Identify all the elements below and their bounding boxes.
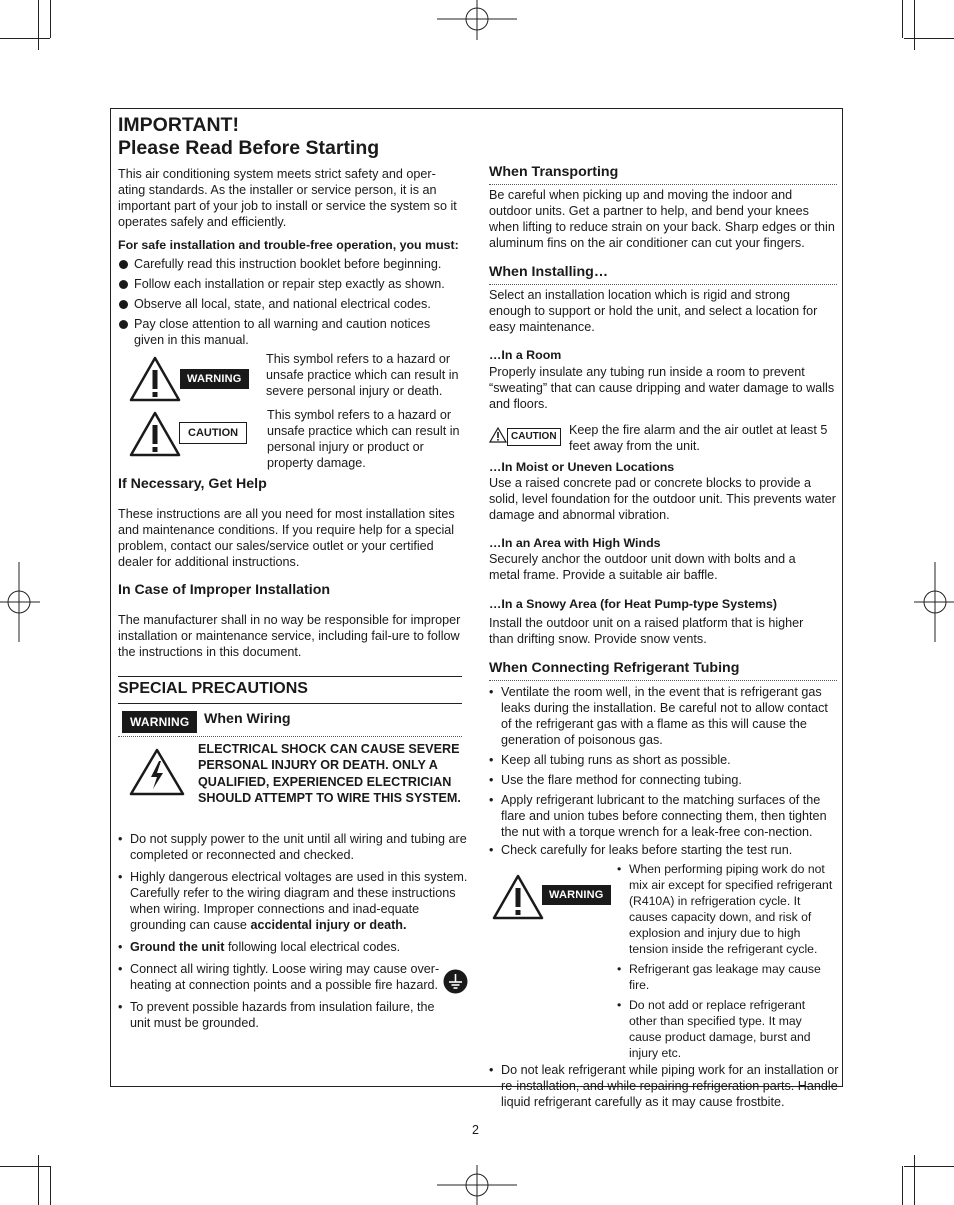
help-heading: If Necessary, Get Help <box>118 476 267 492</box>
intro-paragraph: This air conditioning system meets strict safety and oper-ating standards. As the installer or service person, it is an important part of your job to install or service the system so it operates safely and efficiently. <box>118 167 457 229</box>
divider <box>118 703 462 704</box>
snow-text: Install the outdoor unit on a raised platform that is higher than drifting snow. Provide snow vents. <box>489 615 804 646</box>
wind-text: Securely anchor the outdoor unit down with bolts and a metal frame. Provide a suitable air baffle. <box>489 552 796 583</box>
list-item: Carefully read this instruction booklet before beginning. <box>118 256 453 272</box>
crop-mark <box>0 38 50 39</box>
list-item: • Apply refrigerant lubricant to the matching surfaces of the flare and union tubes before connecting them, then tighten the nut with a torque wrench for a leak-free con-nection. <box>489 792 827 839</box>
list-item: • Ventilate the room well, in the event that is refrigerant gas leaks during the installation. Be careful not to allow contact of the refrigerant gas with a flame as this will cause the generation of poisonous gas. <box>489 684 828 747</box>
list-item: Follow each installation or repair step exactly as shown. <box>118 276 453 292</box>
dotted-divider <box>489 284 837 285</box>
tubing-warning-list <box>617 861 839 1061</box>
registration-mark-left <box>0 562 40 642</box>
crop-mark <box>38 1155 39 1205</box>
list-item: Pay close attention to all warning and caution notices given in this manual. <box>118 316 453 348</box>
list-item: • Do not leak refrigerant while piping work for an installation or re-installation, and while repairing refrigeration parts. Handle liquid refrigerant carefully as it may cause frostbite. <box>489 1062 839 1109</box>
crop-mark <box>0 1166 50 1167</box>
list-item: • Do not add or replace refrigerant other than specified type. It may cause product damage, burst and injury etc. <box>617 997 811 1060</box>
caution-triangle-icon <box>128 410 182 458</box>
crop-mark <box>50 0 51 38</box>
shock-warning-block <box>118 741 468 829</box>
list-item: • Keep all tubing runs as short as possible. <box>489 752 731 767</box>
list-item: • Refrigerant gas leakage may cause fire. <box>617 961 821 992</box>
left-column <box>118 112 468 1031</box>
caution-symbol-block <box>118 407 468 477</box>
snow-heading: …In a Snowy Area (for Heat Pump-type Systems) <box>489 596 778 611</box>
page-number: 2 <box>472 1123 479 1137</box>
registration-mark-top <box>437 0 517 40</box>
crop-mark <box>38 0 39 50</box>
moist-heading: …In Moist or Uneven Locations <box>489 459 675 474</box>
caution-symbol-text: This symbol refers to a hazard or unsafe practice which can result in personal injury or product or property damage. <box>267 408 460 470</box>
wind-heading: …In an Area with High Winds <box>489 536 661 551</box>
crop-mark <box>902 0 903 38</box>
improper-text: The manufacturer shall in no way be responsible for improper installation or maintenance service, including fail-ure to follow the instructions in this document. <box>118 612 461 659</box>
room-text: Properly insulate any tubing run inside a room to prevent “sweating” that can cause dripping and water damage to walls and floors. <box>489 365 835 412</box>
list-item: • Highly dangerous electrical voltages are used in this system. Carefully refer to the wiring diagram and these instructions when wiring. Improper connections and inad-equate grounding can cause accidental injury or death. <box>118 869 468 932</box>
crop-mark <box>902 1166 903 1205</box>
list-item: • Do not supply power to the unit until all wiring and tubing are completed or reconnected and checked. <box>118 831 467 862</box>
ground-icon <box>443 969 468 994</box>
special-heading: SPECIAL PRECAUTIONS <box>118 679 308 697</box>
caution-triangle-icon <box>489 427 507 443</box>
warning-badge: WARNING <box>180 369 249 389</box>
electric-shock-icon <box>128 747 186 797</box>
registration-mark-right <box>914 562 954 642</box>
right-column <box>489 164 837 1110</box>
registration-mark-bottom <box>437 1165 517 1205</box>
installing-heading: When Installing… <box>489 263 609 280</box>
crop-mark <box>904 1166 954 1167</box>
warning-symbol-block <box>118 351 468 407</box>
improper-heading: In Case of Improper Installation <box>118 582 331 599</box>
list-item: Observe all local, state, and national electrical codes. <box>118 296 453 312</box>
dotted-divider <box>489 184 837 185</box>
list-item: • Check carefully for leaks before starting the test run. <box>489 842 793 857</box>
wiring-heading: When Wiring <box>204 710 291 727</box>
list-item: • Ground the unit following local electrical codes. <box>118 939 401 954</box>
warning-triangle-icon <box>128 355 182 403</box>
wiring-heading-row <box>118 711 468 731</box>
room-caution-block <box>489 422 837 459</box>
tubing-warning-block <box>489 861 837 1063</box>
wiring-list <box>118 831 468 1031</box>
shock-warning-text: ELECTRICAL SHOCK CAN CAUSE SEVERE PERSONAL INJURY OR DEATH. ONLY A QUALIFIED, EXPERIENCED ELECTRICIAN SHOULD ATTEMPT TO WIRE THIS SYSTEM. <box>198 741 461 806</box>
tubing-heading: When Connecting Refrigerant Tubing <box>489 659 740 676</box>
list-item: • To prevent possible hazards from insulation failure, the unit must be grounded. <box>118 999 435 1030</box>
warning-badge: WARNING <box>542 885 611 905</box>
divider <box>118 676 462 677</box>
must-lead: For safe installation and trouble-free operation, you must: <box>118 238 459 252</box>
caution-badge: CAUTION <box>507 428 561 446</box>
warning-symbol-text: This symbol refers to a hazard or unsafe practice which can result in severe personal injury or death. <box>266 352 459 398</box>
warning-triangle-icon <box>491 873 545 921</box>
list-item: • When performing piping work do not mix air except for specified refrigerant (R410A) in refrigeration cycle. It causes capacity down, and risk of explosion and injury due to high tension inside the refrigerant cycle. <box>617 861 833 956</box>
transport-text: Be careful when picking up and moving the indoor and outdoor units. Get a partner to help, and bend your knees when lifting to reduce strain on your back. Sharp edges or thin aluminum fins on the air conditioner can cut your fingers. <box>489 188 835 250</box>
moist-text: Use a raised concrete pad or concrete blocks to provide a solid, level foundation for the outdoor unit. This prevents water damage and abnormal vibration. <box>489 475 836 522</box>
caution-badge: CAUTION <box>179 422 247 444</box>
dotted-divider <box>118 736 462 737</box>
room-heading: …In a Room <box>489 348 562 363</box>
tubing-list <box>489 684 829 858</box>
transport-heading: When Transporting <box>489 164 619 180</box>
list-item: • Use the flare method for connecting tubing. <box>489 772 742 787</box>
help-text: These instructions are all you need for most installation sites and maintenance conditions. If you require help for a special problem, contact our sales/service outlet or your certified dealer for additional instructions. <box>118 506 455 569</box>
room-caution-text: Keep the fire alarm and the air outlet at least 5 feet away from the unit. <box>569 422 828 453</box>
list-item: • Connect all wiring tightly. Loose wiring may cause over-heating at connection points and a possible fire hazard. <box>118 961 440 992</box>
installing-text: Select an installation location which is rigid and strong enough to support or hold the unit, and select a location for easy maintenance. <box>489 287 818 334</box>
must-list <box>118 256 453 348</box>
crop-mark <box>914 1155 915 1205</box>
crop-mark <box>904 38 954 39</box>
crop-mark <box>50 1166 51 1205</box>
crop-mark <box>914 0 915 50</box>
page-title: IMPORTANT! Please Read Before Starting <box>118 114 380 159</box>
dotted-divider <box>489 680 837 681</box>
warning-badge: WARNING <box>122 711 197 733</box>
